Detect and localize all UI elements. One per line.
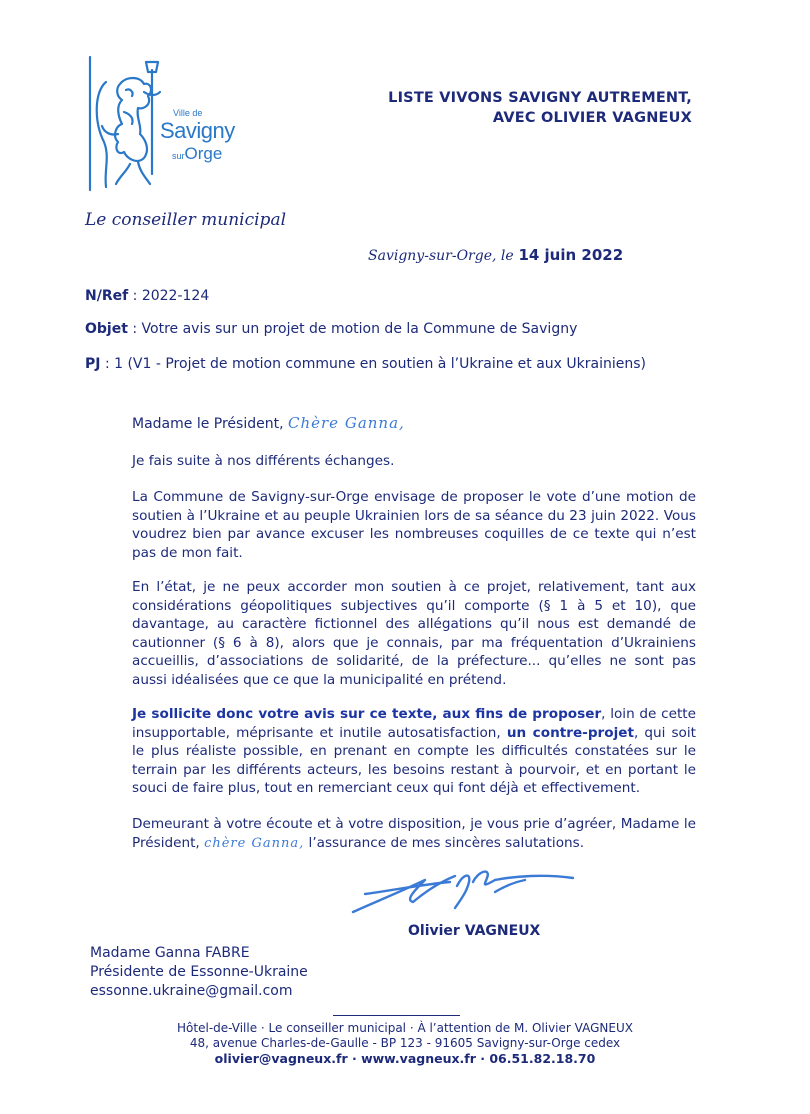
reference-line [85, 288, 209, 304]
sender-role: Le conseiller municipal [85, 210, 287, 230]
paragraph-request: Je sollicite donc votre avis sur ce texte, aux fins de proposer, loin de cette insupportable, méprisante et inutile autosatisfaction, un contre-projet, qui soit le plus réaliste possible, en prenant en compte les difficultés constatées sur le terrain par les différents acteurs, les besoins restant à pourvoir, et en portant le souci de faire plus, tout en remerciant ceux qui font déjà et effectivement. [132, 706, 696, 796]
request-strong-2: un contre-projet [506, 724, 634, 741]
salutation [132, 414, 405, 432]
closing-handwritten: chère Ganna, [204, 835, 305, 851]
recipient-name: Madame Ganna FABRE [90, 945, 250, 961]
subject-label: Objet [85, 321, 128, 337]
reference-value: : 2022-124 [132, 288, 210, 304]
recipient-email[interactable]: essonne.ukraine@gmail.com [90, 983, 293, 999]
logo-sur-orge: surOrge [172, 144, 223, 163]
subject-value: : Votre avis sur un projet de motion de la Commune de Savigny [132, 321, 578, 337]
handwritten-signature-icon [345, 862, 585, 922]
attachment-label: PJ [85, 356, 101, 372]
paragraph-context: La Commune de Savigny-sur-Orge envisage de proposer le vote d’une motion de soutien à l’Ukraine et au peuple Ukrainien lors de sa séance du 23 juin 2022. Vous voudrez bien par avance excuser les nombreuses coquilles de ce texte qui n’est pas de mon fait. [132, 489, 696, 561]
savigny-logo [80, 52, 240, 192]
footer [0, 1021, 810, 1066]
date-value: 14 juin 2022 [518, 246, 624, 264]
paragraph-intro: Je fais suite à nos différents échanges. [132, 453, 395, 469]
list-title-line1: LISTE VIVONS SAVIGNY AUTREMENT, [388, 90, 692, 106]
list-title [388, 88, 692, 128]
dateline [368, 246, 623, 264]
recipient-title: Présidente de Essonne-Ukraine [90, 964, 308, 980]
reference-label: N/Ref [85, 288, 129, 304]
paragraph-position: En l’état, je ne peux accorder mon soutien à ce projet, relativement, tant aux considérations géopolitiques subjectives qu’il comporte (§ 1 à 5 et 10), que davantage, au caractère fictionnel des allégations qu’il nous est demandé de cautionner (§ 6 à 8), alors que je connais, par ma fréquentation d’Ukrainiens accueillis, d’associations de solidarité, de la préfecture... qu’elles ne sont pas aussi idéalisées que ce que la municipalité en prétend. [132, 579, 696, 688]
attachment-value: : 1 (V1 - Projet de motion commune en soutien à l’Ukraine et aux Ukrainiens) [104, 356, 646, 372]
request-strong-1: Je sollicite donc votre avis sur ce texte, aux fins de proposer [132, 706, 602, 722]
list-title-line2: AVEC OLIVIER VAGNEUX [492, 110, 692, 126]
footer-line1: Hôtel-de-Ville · Le conseiller municipal · À l’attention de M. Olivier VAGNEUX [177, 1021, 633, 1035]
logo-savigny: Savigny [160, 118, 235, 143]
recipient-block [90, 944, 308, 1001]
signatory-name: Olivier VAGNEUX [408, 923, 541, 939]
salutation-text: Madame le Président, [132, 416, 284, 432]
attachment-line [85, 356, 646, 372]
logo-ville-de: Ville de [173, 108, 203, 118]
date-place: Savigny-sur-Orge, le [368, 248, 514, 264]
subject-line [85, 321, 577, 337]
paragraph-closing: Demeurant à votre écoute et à votre disposition, je vous prie d’agréer, Madame le Président, chère Ganna, l’assurance de mes sincères salutations. [132, 816, 696, 851]
footer-contact[interactable]: olivier@vagneux.fr · www.vagneux.fr · 06.51.82.18.70 [214, 1051, 596, 1066]
footer-divider [333, 1015, 460, 1016]
salutation-handwritten: Chère Ganna, [288, 414, 405, 432]
footer-line2: 48, avenue Charles-de-Gaulle - BP 123 - 91605 Savigny-sur-Orge cedex [189, 1036, 621, 1050]
